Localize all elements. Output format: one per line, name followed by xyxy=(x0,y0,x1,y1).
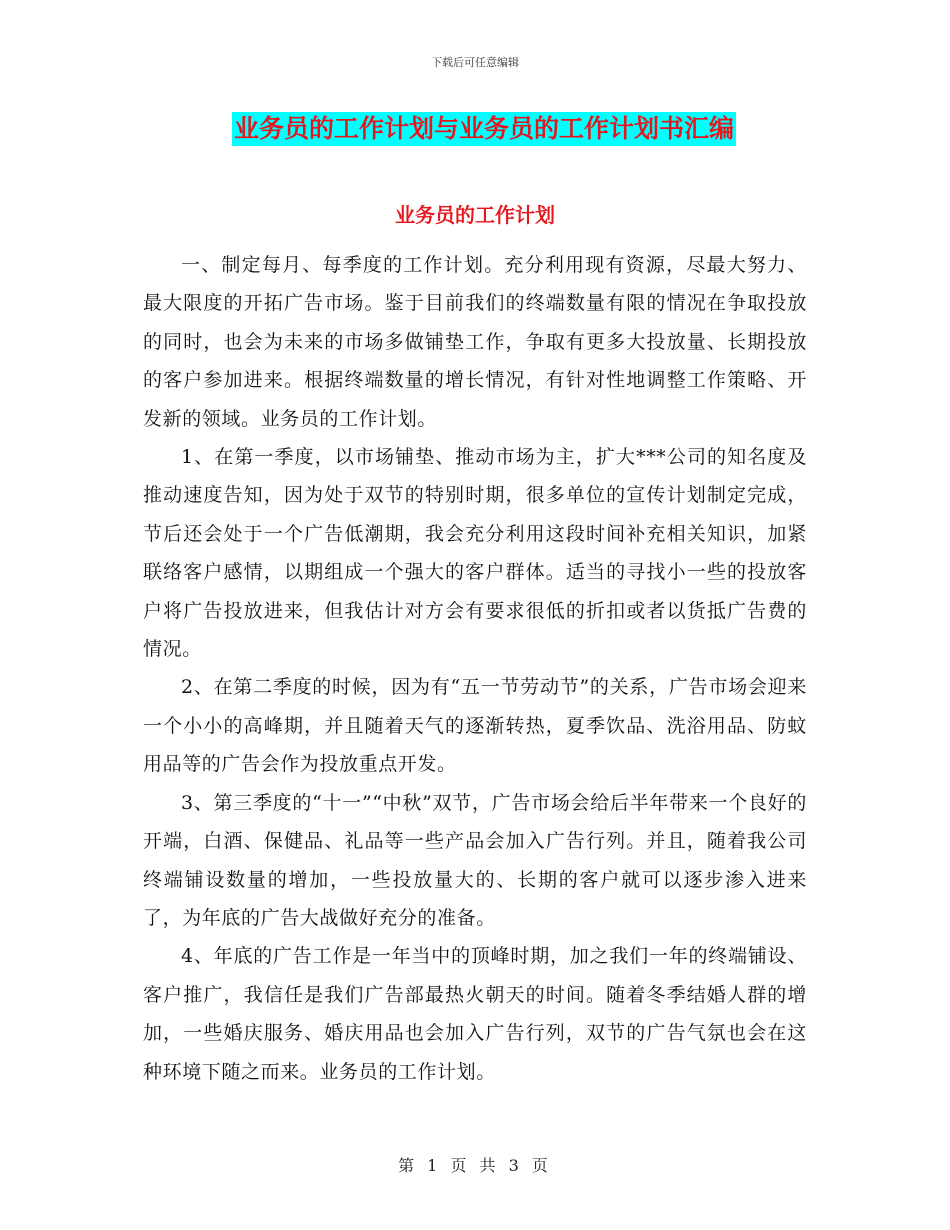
page-number-footer: 第 1 页 共 3 页 xyxy=(398,1156,552,1175)
document-body xyxy=(143,246,807,1091)
paragraph-q2: 2、在第二季度的时候，因为有“五一节劳动节”的关系，广告市场会迎来一个小小的高峰期，并且随着天气的逐渐转热，夏季饮品、洗浴用品、防蚊用品等的广告会作为投放重点开发。 xyxy=(143,676,807,776)
paragraph-intro: 一、制定每月、每季度的工作计划。充分利用现有资源，尽最大努力、最大限度的开拓广告市场。鉴于目前我们的终端数量有限的情况在争取投放的同时，也会为未来的市场多做铺垫工作，争取有更多大投放量、长期投放的客户参加进来。根据终端数量的增长情况，有针对性地调整工作策略、开发新的领域。业务员的工作计划。 xyxy=(143,254,807,430)
header-note: 下载后可任意编辑 xyxy=(431,56,519,69)
paragraph-q3: 3、第三季度的“十一”“中秋”双节，广告市场会给后半年带来一个良好的开端，白酒、保健品、礼品等一些产品会加入广告行列。并且，随着我公司终端铺设数量的增加，一些投放量大的、长期的客户就可以逐步渗入进来了，为年底的广告大战做好充分的准备。 xyxy=(143,791,807,929)
paragraph-q4: 4、年底的广告工作是一年当中的顶峰时期，加之我们一年的终端铺设、客户推广，我信任是我们广告部最热火朝天的时间。随着冬季结婚人群的增加，一些婚庆服务、婚庆用品也会加入广告行列，双节的广告气氛也会在这种环境下随之而来。业务员的工作计划。 xyxy=(143,945,807,1083)
section-heading: 业务员的工作计划 xyxy=(395,203,555,227)
document-title: 业务员的工作计划与业务员的工作计划书汇编 xyxy=(232,112,736,146)
document-title-wrap xyxy=(232,112,762,146)
paragraph-q1: 1、在第一季度，以市场铺垫、推动市场为主，扩大***公司的知名度及推动速度告知，因为处于双节的特别时期，很多单位的宣传计划制定完成，节后还会处于一个广告低潮期，我会充分利用这段时间补充相关知识，加紧联络客户感情，以期组成一个强大的客户群体。适当的寻找小一些的投放客户将广告投放进来，但我估计对方会有要求很低的折扣或者以货抵广告费的情况。 xyxy=(143,446,807,661)
